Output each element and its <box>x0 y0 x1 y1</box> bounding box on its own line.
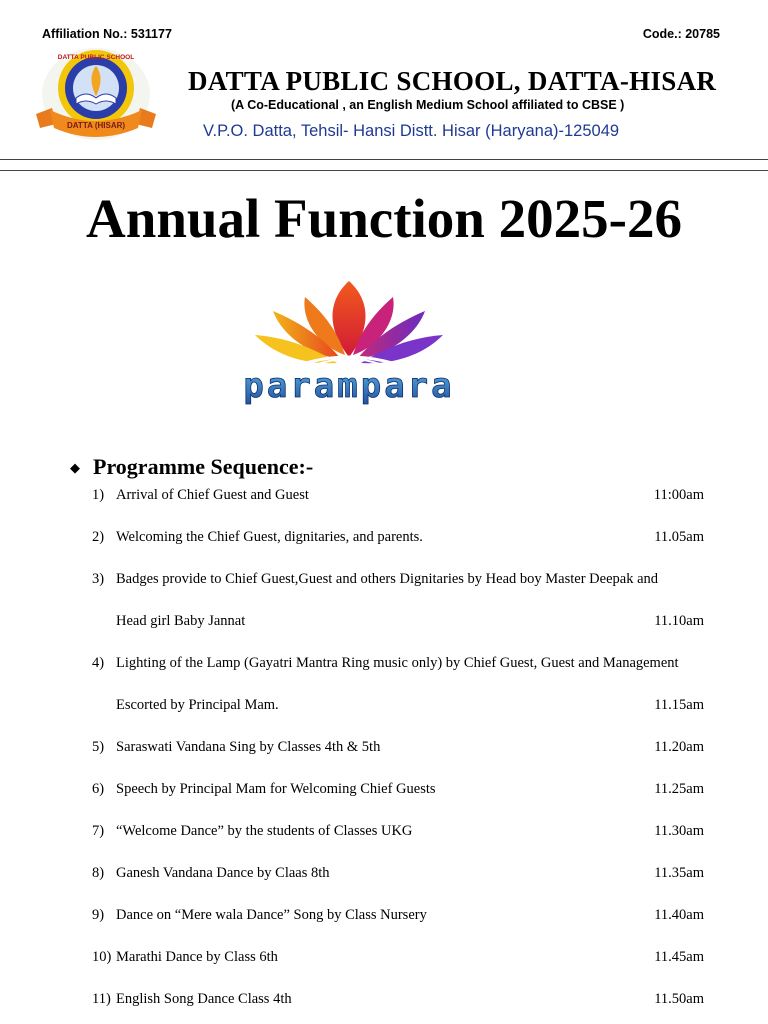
item-time: 11.50am <box>654 991 704 1007</box>
school-address: V.P.O. Datta, Tehsil- Hansi Distt. Hisar (Haryana)-125049 <box>203 122 620 140</box>
item-number: 7) <box>92 823 105 839</box>
item-text: Marathi Dance by Class 6th <box>116 949 278 965</box>
item-text: Badges provide to Chief Guest,Guest and others Dignitaries by Head boy Master Deepak and <box>116 571 659 587</box>
item-number: 2) <box>92 529 105 545</box>
item-time: 11.40am <box>654 907 704 923</box>
item-text-continued: Head girl Baby Jannat <box>116 613 246 629</box>
item-text: Speech by Principal Mam for Welcoming Chief Guests <box>116 781 436 797</box>
item-time: 11.25am <box>654 781 704 797</box>
divider-bottom <box>0 170 768 171</box>
item-number: 5) <box>92 739 105 755</box>
item-time: 11:00am <box>653 487 704 503</box>
item-number: 9) <box>92 907 105 923</box>
item-number: 6) <box>92 781 105 797</box>
school-code: Code.: 20785 <box>642 27 720 41</box>
item-time: 11.10am <box>654 613 704 629</box>
item-text: English Song Dance Class 4th <box>116 991 292 1007</box>
item-text: Lighting of the Lamp (Gayatri Mantra Ring music only) by Chief Guest, Guest and Management <box>116 655 679 671</box>
item-text: Ganesh Vandana Dance by Claas 8th <box>116 865 330 881</box>
item-text: Dance on “Mere wala Dance” Song by Class Nursery <box>116 907 427 923</box>
item-number: 1) <box>92 487 105 503</box>
school-logo <box>30 44 162 144</box>
item-text: “Welcome Dance” by the students of Classes UKG <box>116 823 413 839</box>
item-time: 11.20am <box>654 739 704 755</box>
item-number: 3) <box>92 571 105 587</box>
emblem-word: parampara <box>243 366 455 406</box>
item-number: 11) <box>92 991 111 1007</box>
school-subtitle: (A Co-Educational , an English Medium School affiliated to CBSE ) <box>231 98 625 112</box>
divider-top <box>0 159 768 160</box>
item-time: 11.15am <box>654 697 704 713</box>
item-number: 10) <box>92 949 112 965</box>
affiliation-number: Affiliation No.: 531177 <box>42 27 172 41</box>
item-text: Saraswati Vandana Sing by Classes 4th & 5th <box>116 739 381 755</box>
item-time: 11.05am <box>654 529 704 545</box>
item-time: 11.30am <box>654 823 704 839</box>
item-text: Welcoming the Chief Guest, dignitaries, and parents. <box>116 529 423 545</box>
logo-bottom-text: DATTA (HISAR) <box>66 121 126 130</box>
item-number: 4) <box>92 655 105 671</box>
school-name: DATTA PUBLIC SCHOOL, DATTA-HISAR <box>188 66 717 96</box>
item-text-continued: Escorted by Principal Mam. <box>116 697 279 713</box>
logo-top-text: DATTA PUBLIC SCHOOL <box>57 54 135 61</box>
item-number: 8) <box>92 865 105 881</box>
section-heading: Programme Sequence:- <box>93 454 314 479</box>
page-title: Annual Function 2025-26 <box>86 188 682 249</box>
item-time: 11.35am <box>654 865 704 881</box>
item-text: Arrival of Chief Guest and Guest <box>116 487 309 503</box>
parampara-emblem <box>197 275 502 410</box>
item-time: 11.45am <box>654 949 704 965</box>
section-bullet: ◆ <box>70 460 80 475</box>
